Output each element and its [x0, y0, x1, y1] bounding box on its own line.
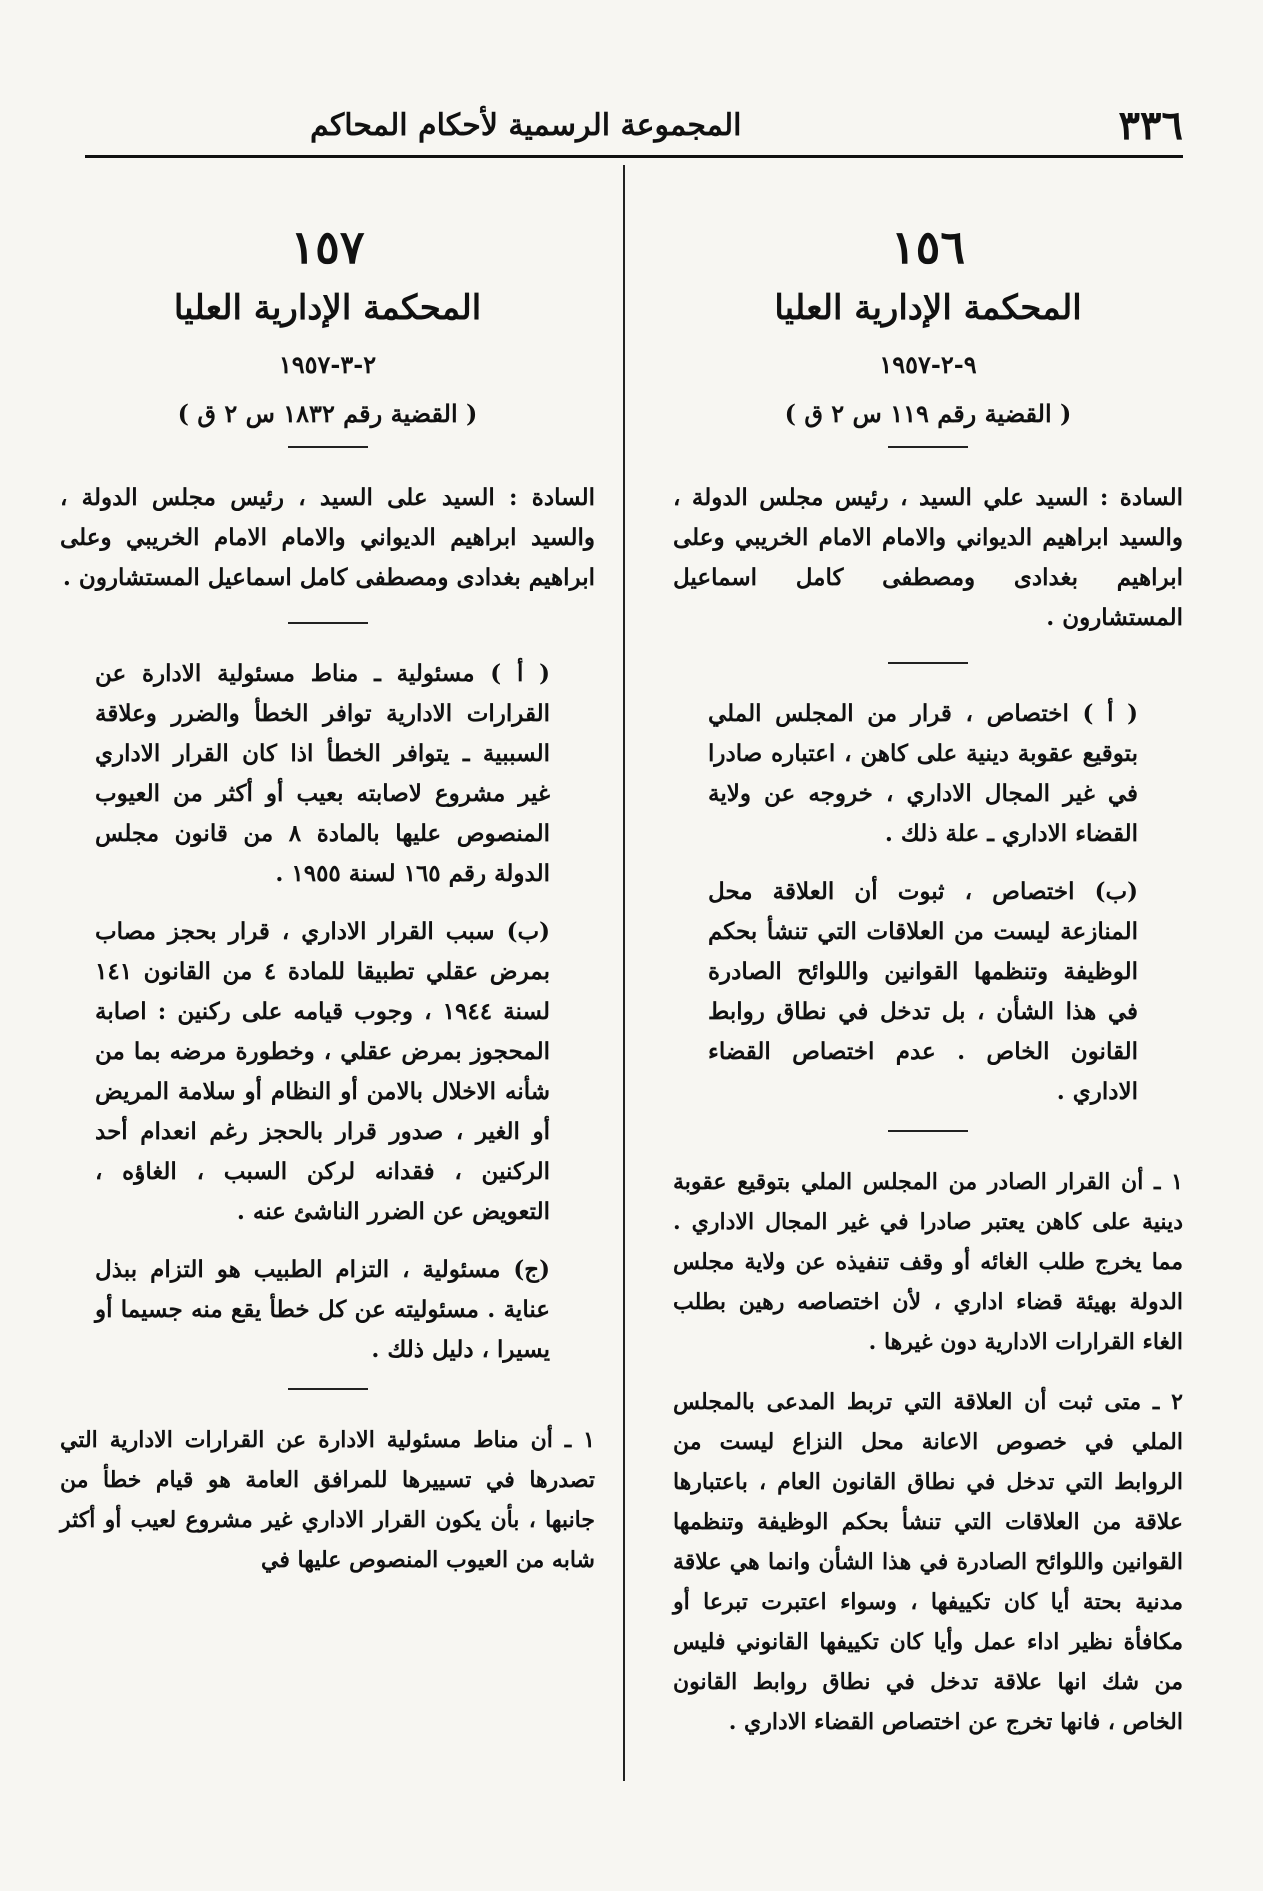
headnote-a: ( أ ) اختصاص ، قرار من المجلس الملي بتوقيع عقوبة دينية على كاهن ، اعتباره صادرا في غير المجال الاداري ، خروجه عن ولاية القضاء الاداري ـ علة ذلك . — [708, 700, 1138, 847]
headnote-a: ( أ ) مسئولية ـ مناط مسئولية الادارة عن القرارات الادارية توافر الخطأ والضرر وعلاقة السببية ـ يتوافر الخطأ اذا كان القرار الاداري غير مشروع لاصابته بعيب أو أكثر من العيوب المنصوص عليها بالمادة ٨ من قانون مجلس الدولة رقم ١٦٥ لسنة ١٩٥٥ . — [95, 660, 550, 887]
case-number: ١٥٧ — [290, 220, 365, 274]
section-divider — [888, 662, 968, 664]
section-divider — [888, 1130, 968, 1132]
holding-1: ١ ـ أن القرار الصادر من المجلس الملي بتوقيع عقوبة دينية على كاهن يعتبر صادرا في غير المجال الاداري . مما يخرج طلب الغائه أو وقف تنفيذه عن ولاية مجلس الدولة بهيئة قضاء اداري ، لأن اختصاصه رهين بطلب الغاء القرارات الادارية دون غيرها . — [673, 1169, 1183, 1355]
section-divider — [288, 622, 368, 624]
case-reference: ( القضية رقم ١١٩ س ٢ ق ) — [784, 399, 1072, 428]
case-date: ٩-٢-١٩٥٧ — [879, 350, 977, 379]
case-reference: ( القضية رقم ١٨٣٢ س ٢ ق ) — [177, 399, 478, 428]
headnote-b: (ب) سبب القرار الاداري ، قرار بحجز مصاب بمرض عقلي تطبيقا للمادة ٤ من القانون ١٤١ لسنة ١٩٤٤ ، وجوب قيامه على ركنين : اصابة المحجوز بمرض عقلي ، وخطورة مرضه بما من شأنه الاخلال بالامن أو النظام أو سلامة المريض أو الغير ، صدور قرار بالحجز رغم انعدام أحد الركنين ، فقدانه لركن السبب ، الغاؤه ، التعويض عن الضرر الناشئ عنه . — [95, 918, 550, 1225]
court-name: المحكمة الإدارية العليا — [774, 288, 1082, 328]
bench-members: السادة : السيد علي السيد ، رئيس مجلس الدولة ، والسيد ابراهيم الديواني والامام الامام الخريبي وعلى ابراهيم بغدادى ومصطفى كامل اسماعيل المستشارون . — [673, 484, 1183, 631]
column-divider — [623, 165, 625, 1781]
case-column-156 — [673, 220, 1183, 1791]
headnote-b: (ب) اختصاص ، ثبوت أن العلاقة محل المنازعة ليست من العلاقات التي تنشأ بحكم الوظيفة وتنظمها القوانين واللوائح الصادرة في هذا الشأن ، بل تدخل في نطاق روابط القانون الخاص . عدم اختصاص القضاء الاداري . — [708, 878, 1138, 1105]
section-divider — [288, 1388, 368, 1390]
holding-2: ٢ ـ متى ثبت أن العلاقة التي تربط المدعى بالمجلس الملي في خصوص الاعانة محل النزاع ليست من الروابط التي تدخل في نطاق القانون العام ، باعتبارها علاقة من العلاقات التي تنشأ بحكم الوظيفة وتنظمها القوانين واللوائح الصادرة في هذا الشأن وانما هي علاقة مدنية بحتة أيا كان تكييفها ، وسواء اعتبرت تبرعا أو مكافأة نظير اداء عمل وأيا كان تكييفها القانوني فليس من شك انها علاقة تدخل في نطاق روابط القانون الخاص ، فانها تخرج عن اختصاص القضاء الاداري . — [673, 1389, 1183, 1735]
bench-members: السادة : السيد على السيد ، رئيس مجلس الدولة ، والسيد ابراهيم الديواني والامام الامام الخريبي وعلى ابراهيم بغدادى ومصطفى كامل اسماعيل المستشارون . — [60, 484, 595, 591]
court-name: المحكمة الإدارية العليا — [173, 288, 482, 328]
case-column-157 — [60, 220, 595, 1791]
headnote-c: (ج) مسئولية ، التزام الطبيب هو التزام ببذل عناية . مسئوليته عن كل خطأ يقع منه جسيما أو يسيرا ، دليل ذلك . — [95, 1256, 550, 1363]
page-number: ٣٣٦ — [1118, 101, 1183, 149]
case-date: ٢-٣-١٩٥٧ — [278, 350, 377, 379]
running-title: المجموعة الرسمية لأحكام المحاكم — [310, 107, 742, 143]
section-divider — [288, 446, 368, 448]
case-number: ١٥٦ — [890, 220, 966, 274]
running-header — [80, 100, 1183, 150]
holding-1: ١ ـ أن مناط مسئولية الادارة عن القرارات الادارية التي تصدرها في تسييرها للمرافق العامة هو قيام خطأ من جانبها ، بأن يكون القرار الاداري غير مشروع لعيب أو أكثر شابه من العيوب المنصوص عليها في — [60, 1427, 595, 1573]
header-rule — [85, 155, 1183, 158]
section-divider — [888, 446, 968, 448]
